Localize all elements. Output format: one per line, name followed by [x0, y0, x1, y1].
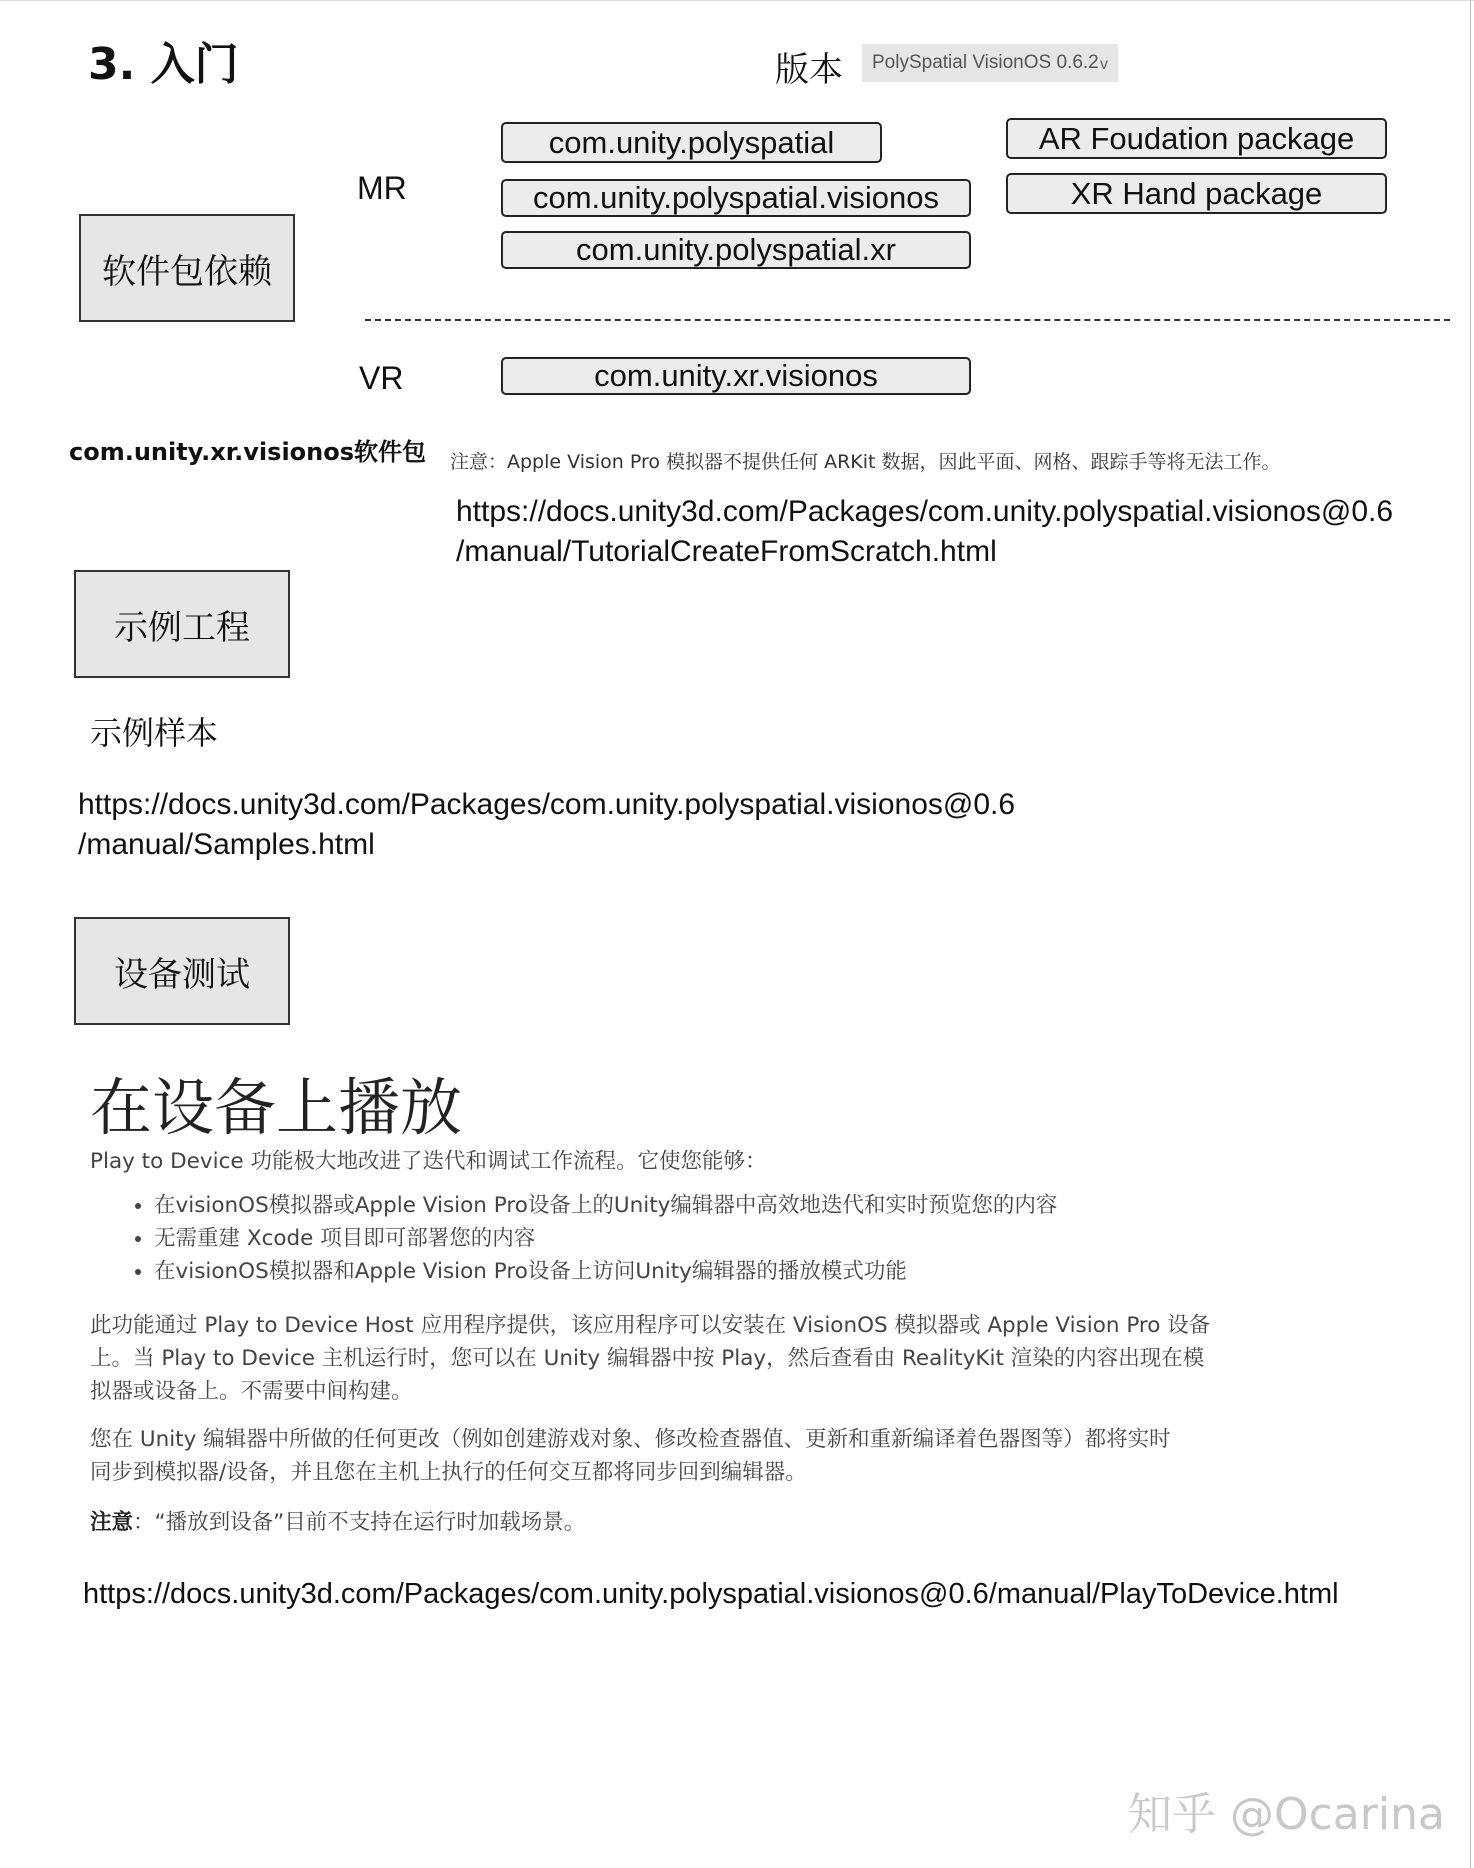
tutorial-url-line2: /manual/TutorialCreateFromScratch.html [456, 535, 997, 568]
category-label-sample-project: 示例工程 [114, 607, 250, 648]
category-label-dependencies: 软件包依赖 [102, 251, 272, 292]
package-name: com.unity.polyspatial [548, 124, 835, 160]
mr-label: MR [357, 170, 407, 206]
samples-label: 示例样本 [90, 714, 219, 752]
package-name: com.unity.polyspatial.xr [576, 232, 896, 267]
version-label: 版本 [775, 50, 843, 90]
tutorial-url-line1: https://docs.unity3d.com/Packages/com.unity.polyspatial.visionos@0.6 [456, 495, 1394, 528]
category-box-sample-project [74, 570, 290, 678]
paragraph-line: 您在 Unity 编辑器中所做的任何更改（例如创建游戏对象、修改检查器值、更新和重新编译着色器图等）都将实时 [90, 1427, 1171, 1452]
mr-package-polyspatial-xr [501, 231, 971, 269]
tutorial-url[interactable] [456, 492, 1393, 572]
feature-list [118, 1189, 1154, 1288]
mr-package-ar-foundation [1006, 118, 1387, 159]
package-name: com.unity.polyspatial.visionos [532, 180, 940, 215]
version-select[interactable] [862, 44, 1118, 82]
play-to-device-url[interactable]: https://docs.unity3d.com/Packages/com.unity.polyspatial.visionos@0.6/manual/PlayToDevice.html [83, 1578, 1339, 1610]
simulator-note: 注意：Apple Vision Pro 模拟器不提供任何 ARKit 数据，因此平面、网格、跟踪手等将无法工作。 [450, 451, 1281, 473]
list-item: • 在visionOS模拟器或Apple Vision Pro设备上的Unity编辑器中高效地迭代和实时预览您的内容 [154, 1189, 1154, 1222]
package-name: AR Foudation package [1038, 120, 1355, 156]
xr-visionos-package-label: com.unity.xr.visionos软件包 [69, 438, 427, 466]
paragraph-line: 同步到模拟器/设备，并且您在主机上执行的任何交互都将同步回到编辑器。 [90, 1460, 807, 1485]
play-to-device-note [90, 1506, 585, 1539]
section-title: 3. 入门 [88, 39, 239, 90]
note-label: 注意 [90, 1510, 134, 1535]
samples-url-line2: /manual/Samples.html [78, 828, 375, 861]
samples-url[interactable] [78, 785, 1015, 865]
description-paragraph-1 [90, 1309, 1350, 1408]
play-to-device-intro: Play to Device 功能极大地改进了迭代和调试工作流程。它使您能够： [90, 1149, 767, 1174]
version-select-value: PolySpatial VisionOS 0.6.2 [872, 52, 1099, 73]
paragraph-line: 拟器或设备上。不需要中间构建。 [90, 1379, 413, 1404]
samples-url-line1: https://docs.unity3d.com/Packages/com.unity.polyspatial.visionos@0.6 [78, 788, 1016, 821]
paragraph-line: 此功能通过 Play to Device Host 应用程序提供，该应用程序可以安装在 VisionOS 模拟器或 Apple Vision Pro 设备 [90, 1313, 1211, 1338]
note-text: ：“播放到设备”目前不支持在运行时加载场景。 [133, 1510, 586, 1535]
mr-package-polyspatial-visionos [501, 179, 971, 217]
vr-label: VR [359, 360, 404, 396]
mr-package-polyspatial [501, 122, 882, 163]
watermark: 知乎 @Ocarina [1128, 1789, 1445, 1840]
category-label-device-test: 设备测试 [114, 954, 250, 995]
chevron-down-icon: v [1100, 56, 1108, 73]
category-box-device-test [74, 917, 290, 1025]
vr-package-xr-visionos [501, 357, 971, 395]
page-right-border [1470, 0, 1471, 1868]
paragraph-line: 上。当 Play to Device 主机运行时，您可以在 Unity 编辑器中按 Play，然后查看由 RealityKit 渲染的内容出现在模 [90, 1346, 1205, 1371]
list-item: • 在visionOS模拟器和Apple Vision Pro设备上访问Unity编辑器的播放模式功能 [154, 1255, 1154, 1288]
page-top-border [0, 0, 1474, 1]
description-paragraph-2 [90, 1423, 1350, 1489]
mr-vr-divider [365, 319, 1450, 321]
package-name: XR Hand package [1070, 175, 1323, 211]
package-name: com.unity.xr.visionos [594, 358, 878, 393]
category-box-dependencies [79, 214, 295, 322]
play-to-device-title: 在设备上播放 [90, 1071, 463, 1144]
list-item: • 无需重建 Xcode 项目即可部署您的内容 [154, 1222, 1154, 1255]
mr-package-xr-hand [1006, 173, 1387, 214]
